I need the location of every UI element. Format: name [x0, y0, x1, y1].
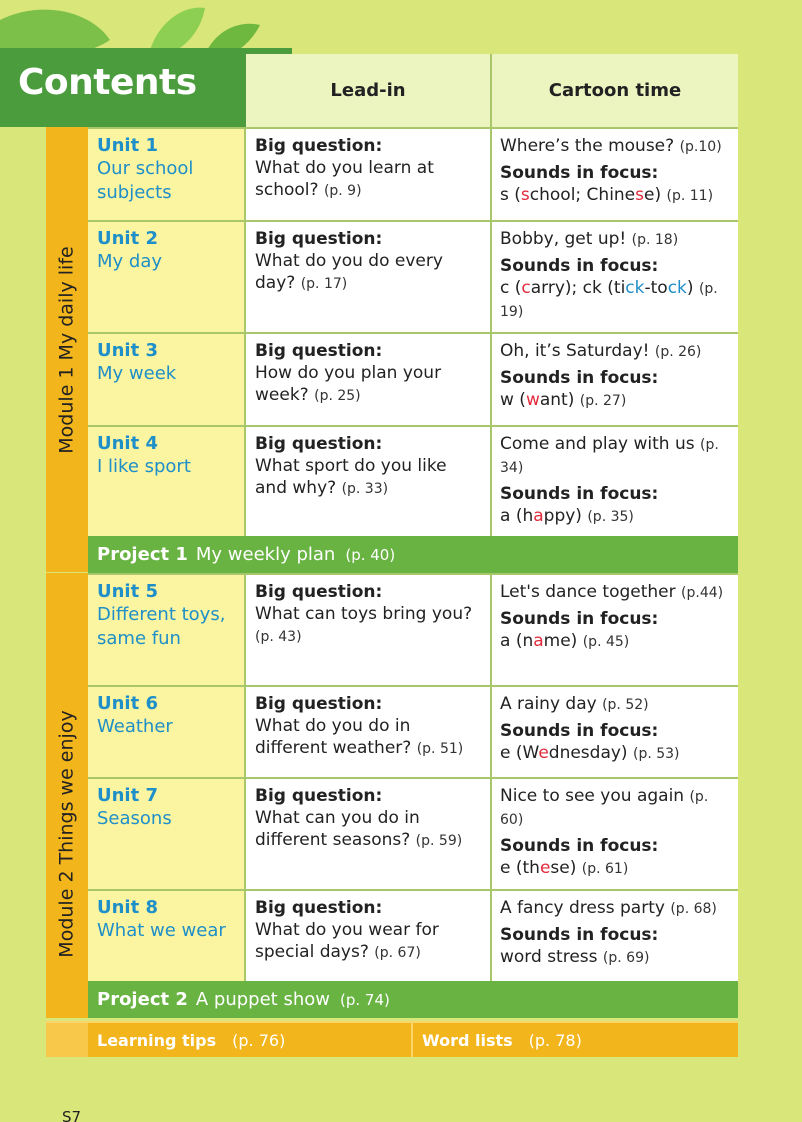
module-1-label: Module 1 My daily life	[56, 245, 79, 454]
unit-name: I like sport	[97, 456, 191, 477]
big-question-label: Big question:	[255, 136, 383, 156]
unit-name: Our school subjects	[97, 158, 194, 203]
big-question-label: Big question:	[255, 898, 383, 918]
learning-tips-label: Learning tips	[97, 1030, 217, 1050]
cartoon-title: Bobby, get up!	[500, 229, 627, 249]
cartoon-title: A rainy day	[500, 694, 597, 714]
page-ref: (p. 33)	[341, 481, 389, 497]
sounds-in-focus-label: Sounds in focus:	[500, 256, 659, 276]
unit-row-8	[88, 889, 738, 981]
unit-name: My week	[97, 363, 177, 384]
unit-row-5	[88, 573, 738, 685]
page-number: S7	[62, 1108, 82, 1122]
word-lists	[422, 1023, 582, 1057]
unit-cell	[88, 222, 246, 332]
page-ref: (p. 9)	[323, 183, 362, 199]
big-question-label: Big question:	[255, 341, 383, 361]
big-question-label: Big question:	[255, 786, 383, 806]
unit-number: Unit 7	[97, 785, 158, 806]
unit-row-1	[88, 127, 738, 220]
project-row-2	[88, 981, 738, 1018]
sounds-in-focus-label: Sounds in focus:	[500, 368, 659, 388]
cartoon-cell	[492, 779, 738, 889]
unit-number: Unit 8	[97, 897, 158, 918]
sounds-in-focus-label: Sounds in focus:	[500, 163, 659, 183]
big-question-label: Big question:	[255, 434, 383, 454]
big-question-label: Big question:	[255, 582, 383, 602]
table-header	[18, 54, 738, 127]
page-ref: (p. 76)	[232, 1030, 286, 1050]
lead-in-header: Lead-in	[246, 54, 492, 127]
unit-row-2	[88, 220, 738, 332]
cartoon-cell	[492, 687, 738, 777]
unit-row-4	[88, 425, 738, 536]
page-ref: (p.44)	[681, 585, 724, 601]
big-question-label: Big question:	[255, 229, 383, 249]
page-ref: (p. 74)	[340, 990, 390, 1009]
big-question-label: Big question:	[255, 694, 383, 714]
project-title: A puppet show	[195, 989, 330, 1010]
sounds-text: word stress (p. 69)	[500, 947, 650, 967]
unit-name: What we wear	[97, 920, 226, 941]
cartoon-title: Come and play with us	[500, 434, 695, 454]
sounds-text: s (school; Chinese) (p. 11)	[500, 185, 714, 205]
page-ref: (p. 17)	[300, 276, 348, 292]
unit-number: Unit 5	[97, 581, 158, 602]
big-question-text: What do you do in different weather?	[255, 716, 412, 758]
sounds-in-focus-label: Sounds in focus:	[500, 925, 659, 945]
cartoon-cell	[492, 427, 738, 536]
learning-tips	[97, 1023, 413, 1057]
cartoon-title: A fancy dress party	[500, 898, 665, 918]
cartoon-title: Oh, it’s Saturday!	[500, 341, 650, 361]
sounds-text: e (Wednesday) (p. 53)	[500, 743, 680, 763]
cartoon-cell	[492, 334, 738, 425]
page-ref: (p. 51)	[416, 741, 464, 757]
page-ref: (p. 78)	[528, 1030, 582, 1050]
cartoon-cell	[492, 575, 738, 685]
big-question-text: What do you do every day?	[255, 251, 443, 293]
module-2-label: Module 2 Things we enjoy	[56, 709, 78, 958]
unit-number: Unit 4	[97, 433, 158, 454]
contents-table	[18, 54, 738, 1057]
lead-in-cell	[246, 891, 492, 981]
sounds-text: a (name) (p. 45)	[500, 631, 630, 651]
page-ref: (p. 18)	[631, 232, 679, 248]
unit-row-3	[88, 332, 738, 425]
lead-in-cell	[246, 427, 492, 536]
unit-cell	[88, 427, 246, 536]
project-label: Project 2	[97, 989, 188, 1010]
sounds-in-focus-label: Sounds in focus:	[500, 721, 659, 741]
sounds-text: c (carry); ck (tick-tock) (p. 19)	[500, 278, 718, 320]
big-question-text: What can toys bring you?	[255, 604, 473, 624]
sounds-in-focus-label: Sounds in focus:	[500, 484, 659, 504]
table-body	[46, 127, 738, 1057]
big-question-text: What can you do in different seasons?	[255, 808, 420, 850]
page-ref: (p.10)	[679, 139, 722, 155]
lead-in-cell	[246, 687, 492, 777]
page-ref: (p. 52)	[602, 697, 649, 713]
page-ref: (p. 67)	[374, 945, 421, 961]
unit-name: Weather	[97, 716, 173, 737]
sounds-text: a (happy) (p. 35)	[500, 506, 634, 526]
unit-cell	[88, 891, 246, 981]
big-question-text: What do you learn at school?	[255, 158, 434, 200]
cartoon-cell	[492, 891, 738, 981]
unit-cell	[88, 779, 246, 889]
unit-number: Unit 2	[97, 228, 158, 249]
lead-in-cell	[246, 334, 492, 425]
project-label: Project 1	[97, 544, 188, 565]
lead-in-cell	[246, 222, 492, 332]
cartoon-title: Where’s the mouse?	[500, 136, 675, 156]
cartoon-cell	[492, 222, 738, 332]
project-title: My weekly plan	[195, 544, 336, 565]
page-ref: (p. 34)	[500, 437, 719, 476]
lead-in-cell	[246, 129, 492, 220]
unit-number: Unit 6	[97, 693, 158, 714]
page-ref: (p. 60)	[500, 789, 709, 828]
lead-in-cell	[246, 779, 492, 889]
tips-row	[46, 1021, 738, 1057]
page-ref: (p. 25)	[314, 388, 361, 404]
unit-name: Different toys, same fun	[97, 604, 226, 649]
lead-in-cell	[246, 575, 492, 685]
page-ref: (p. 40)	[345, 545, 396, 564]
unit-number: Unit 3	[97, 340, 158, 361]
page-ref: (p. 43)	[255, 629, 302, 645]
cartoon-time-header: Cartoon time	[492, 54, 738, 127]
unit-cell	[88, 334, 246, 425]
big-question-text: What sport do you like and why?	[255, 456, 447, 498]
page-ref: (p. 59)	[415, 833, 463, 849]
unit-cell	[88, 575, 246, 685]
tips-blank-cell	[46, 1023, 88, 1057]
sounds-in-focus-label: Sounds in focus:	[500, 836, 659, 856]
cartoon-cell	[492, 129, 738, 220]
module-1-band	[46, 127, 88, 572]
unit-number: Unit 1	[97, 135, 158, 156]
sounds-in-focus-label: Sounds in focus:	[500, 609, 659, 629]
word-lists-label: Word lists	[422, 1030, 513, 1050]
sounds-text: w (want) (p. 27)	[500, 390, 627, 410]
cartoon-title: Nice to see you again	[500, 786, 685, 806]
page-ref: (p. 68)	[670, 901, 717, 917]
cartoon-title: Let's dance together	[500, 582, 676, 602]
unit-row-7	[88, 777, 738, 889]
project-row-1	[88, 536, 738, 573]
page-title: Contents	[18, 62, 197, 103]
page-ref: (p. 26)	[654, 344, 702, 360]
unit-row-6	[88, 685, 738, 777]
big-question-text: How do you plan your week?	[255, 363, 442, 405]
unit-cell	[88, 129, 246, 220]
big-question-text: What do you wear for special days?	[255, 920, 439, 962]
module-2-band	[46, 573, 88, 1094]
unit-name: My day	[97, 251, 163, 272]
unit-cell	[88, 687, 246, 777]
unit-name: Seasons	[97, 808, 172, 829]
sounds-text: e (these) (p. 61)	[500, 858, 629, 878]
